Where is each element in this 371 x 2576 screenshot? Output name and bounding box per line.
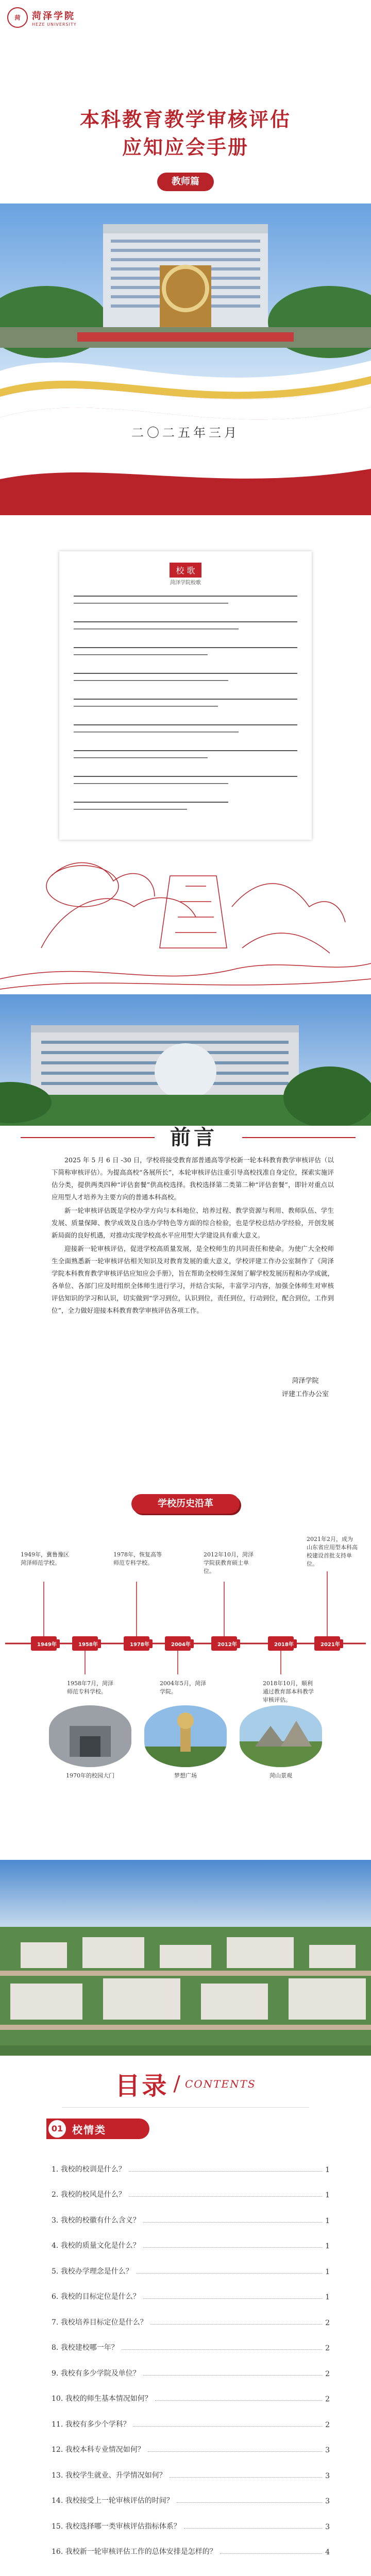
foreword-paragraph: 新一轮审核评估既是学校办学方向与本科地位、培养过程、教学资源与利用、教师队伍、学生发展、质量保障、教学成效及自选办学特色等方面的综合检验，也是学校总结办学经验，开创发展新局面的良好机遇，对推动实现学校高水平应用型大学建设具有重大意义。 [52,1207,334,1239]
timeline-year: 2021年 [317,1639,343,1648]
university-seal-icon: 菏 [7,7,28,28]
contents-item[interactable] [52,2148,330,2174]
song-subtitle: 菏泽学院校歌 [170,580,201,586]
item-label: 2. 我校的校风是什么？ [52,2191,126,2199]
contents-list [52,2148,330,2556]
leader-dots [220,2553,322,2554]
contents-item[interactable] [52,2174,330,2200]
leader-dots [155,2400,322,2401]
item-page: 1 [325,2216,330,2225]
contents-item[interactable] [52,2403,330,2429]
contents-section [0,2056,371,2576]
timeline-year: 2012年 [214,1639,240,1648]
leader-dots [122,2349,322,2350]
leader-dots [143,2222,322,2223]
item-label: 9. 我校有多少学院及单位？ [52,2369,140,2378]
leader-dots [129,2196,322,2197]
cover-section [0,0,371,515]
red-line-art-decoration [0,845,371,994]
leader-dots [133,2426,322,2427]
contents-item[interactable] [52,2480,330,2506]
campus-library-photo [0,994,371,1126]
foreword-paragraph: 2025 年 5 月 6 日 -30 日，学校将接受教育部普通高等学校新一轮本科教育教学审核评估（以下简称审核评估）。为提高高校“各展所长”，本轮审核评估注重引导高校找准自身定位，探索实施评估分类，提供两类四种“评估套餐”供高校选择。我校选择第二类第二种“评估套餐”，即针对重点以应用型人才培养为主要方向的普通本科高校。 [52,1156,334,1201]
contents-section-header [46,2119,149,2139]
item-label: 14. 我校接受上一轮审核评估的时间？ [52,2497,174,2505]
timeline-year: 1958年 [75,1639,101,1648]
leader-dots [184,2528,322,2529]
item-page: 3 [325,2446,330,2454]
song-sheet [59,551,312,840]
item-page: 2 [325,2395,330,2403]
item-label: 16. 我校新一轮审核评估工作的总体安排是怎样的？ [52,2548,217,2556]
foreword-paragraph: 迎接新一轮审核评估，促进学校高质量发展，是全校师生的共同责任和使命。为使广大全校师生全面熟悉新一轮审核评估相关知识及对教育发展的重大意义，学校评建工作办公室制作了《菏泽学院本科教育教学审核评估应知应会手册》，旨在帮助全校师生深刻了解学校发展历程和办学成就，各单位、各部门应及时组织全体师生进行学习，并结合实际，丰富学习内容，加强全体师生对审核评估知识的学习和认识，切实做到“学习到位，认识到位，责任到位，行动到位，配合到位，工作到位”，全力做好迎接本科教育教学审核评估各项工作。 [52,1245,334,1314]
item-page: 1 [325,2293,330,2301]
leader-dots [148,2451,322,2452]
photo-caption: 菏山景观 [269,1772,292,1779]
contents-item[interactable] [52,2429,330,2455]
foreword-signature [282,1375,329,1401]
item-page: 3 [325,2522,330,2531]
photo-caption: 梦想广场 [174,1772,197,1779]
item-page: 3 [325,2471,330,2480]
item-label: 5. 我校办学理念是什么？ [52,2267,133,2276]
timeline-event: 2018年10月，顺利通过教育部本科教学审核评估。 [263,1680,314,1703]
logo-chinese-name: 菏泽学院 [32,10,75,22]
item-label: 6. 我校的目标定位是什么？ [52,2293,140,2301]
logo-english-name: HEZE UNIVERSITY [32,22,77,27]
item-label: 1. 我校的校训是什么？ [52,2165,126,2174]
item-page: 1 [325,2242,330,2250]
leader-dots [143,2247,322,2248]
timeline-event: 1978年，恢复高等师范专科学校。 [113,1551,162,1566]
item-page: 4 [325,2548,330,2556]
timeline-event: 1949年，冀鲁豫区菏泽师范学校。 [21,1551,69,1566]
contents-item[interactable] [52,2531,330,2557]
timeline-event: 1958年7月，菏泽师范专科学校。 [67,1680,113,1695]
cover-title-line2: 应知应会手册 [122,136,249,159]
leader-dots [177,2502,322,2503]
item-page: 1 [325,2165,330,2174]
contents-item[interactable] [52,2327,330,2353]
signature-office: 评建工作办公室 [281,1391,329,1398]
timeline-year: 2004年 [168,1639,194,1648]
cover-date: 二〇二五年三月 [131,426,240,440]
campus-aerial-section [0,1860,371,2056]
item-label: 7. 我校培养目标定位是什么？ [52,2318,147,2327]
timeline-event: 2004年5月，菏泽学院。 [160,1680,206,1695]
item-label: 4. 我校的质量文化是什么？ [52,2242,140,2250]
leader-dots [143,2298,322,2299]
item-label: 11. 我校有多少个学科？ [52,2420,130,2429]
history-banner: 学校历史沿革 [131,1494,240,1514]
foreword-section [0,994,371,1489]
history-photos [49,1705,322,1779]
contents-item[interactable] [52,2199,330,2225]
contents-item[interactable] [52,2301,330,2327]
item-label: 8. 我校建校哪一年？ [52,2344,119,2352]
teacher-edition-badge: 教师篇 [157,173,214,191]
contents-item[interactable] [52,2276,330,2302]
leader-dots [136,2273,322,2274]
contents-title-english: CONTENTS [185,2077,256,2090]
old-gate-photo [49,1705,131,1767]
leader-dots [129,2171,322,2172]
dream-square-photo [144,1705,227,1767]
contents-header [0,2066,371,2102]
item-label: 13. 我校学生就业、升学情况如何？ [52,2471,166,2480]
item-page: 2 [325,2420,330,2429]
item-page: 1 [325,2191,330,2199]
heshan-scenery-photo [240,1705,322,1767]
contents-title-divider: / [173,2072,180,2096]
contents-item[interactable] [52,2250,330,2276]
song-title: 校 歌 [170,563,201,578]
cover-title [0,106,371,161]
item-label: 12. 我校本科专业情况如何？ [52,2446,145,2454]
school-song-section [0,515,371,994]
timeline-year: 1978年 [127,1639,153,1648]
item-page: 2 [325,2318,330,2327]
leader-dots [170,2477,322,2478]
contents-item[interactable] [52,2454,330,2480]
item-page: 1 [325,2267,330,2276]
song-notation-image [74,591,297,828]
timeline-year: 1949年 [34,1639,60,1648]
cover-title-line1: 本科教育教学审核评估 [79,108,291,131]
contents-item[interactable] [52,2378,330,2404]
leader-dots [150,2324,322,2325]
photo-caption: 1970年的校园大门 [66,1772,114,1779]
item-page: 2 [325,2344,330,2352]
signature-org: 菏泽学院 [292,1377,319,1385]
history-section [0,1489,371,1860]
timeline-year: 2018年 [271,1639,297,1648]
timeline-event: 2021年2月，成为山东省应用型本科高校建设首批支持单位。 [307,1536,358,1567]
item-label: 3. 我校的校徽有什么含义？ [52,2216,140,2225]
leader-dots [143,2375,322,2376]
timeline-event: 2012年10月，菏泽学院获教育硕士单位。 [204,1551,254,1574]
foreword-title-bar [0,1121,371,1147]
item-page: 3 [325,2497,330,2505]
item-label: 15. 我校选择哪一类审核评估指标体系？ [52,2522,181,2531]
university-logo [7,7,77,28]
section-label: 校情类 [72,2123,106,2136]
contents-item[interactable] [52,2352,330,2378]
contents-title: 目录 [115,2072,169,2100]
foreword-body [52,1154,334,1318]
item-page: 2 [325,2369,330,2378]
section-number: 01 [48,2120,66,2138]
foreword-title: 前言 [170,1126,217,1149]
contents-divider [62,2107,309,2108]
item-label: 10. 我校的师生基本情况如何？ [52,2395,152,2403]
campus-aerial-photo [0,1860,371,2056]
contents-item[interactable] [52,2225,330,2251]
contents-item[interactable] [52,2505,330,2531]
